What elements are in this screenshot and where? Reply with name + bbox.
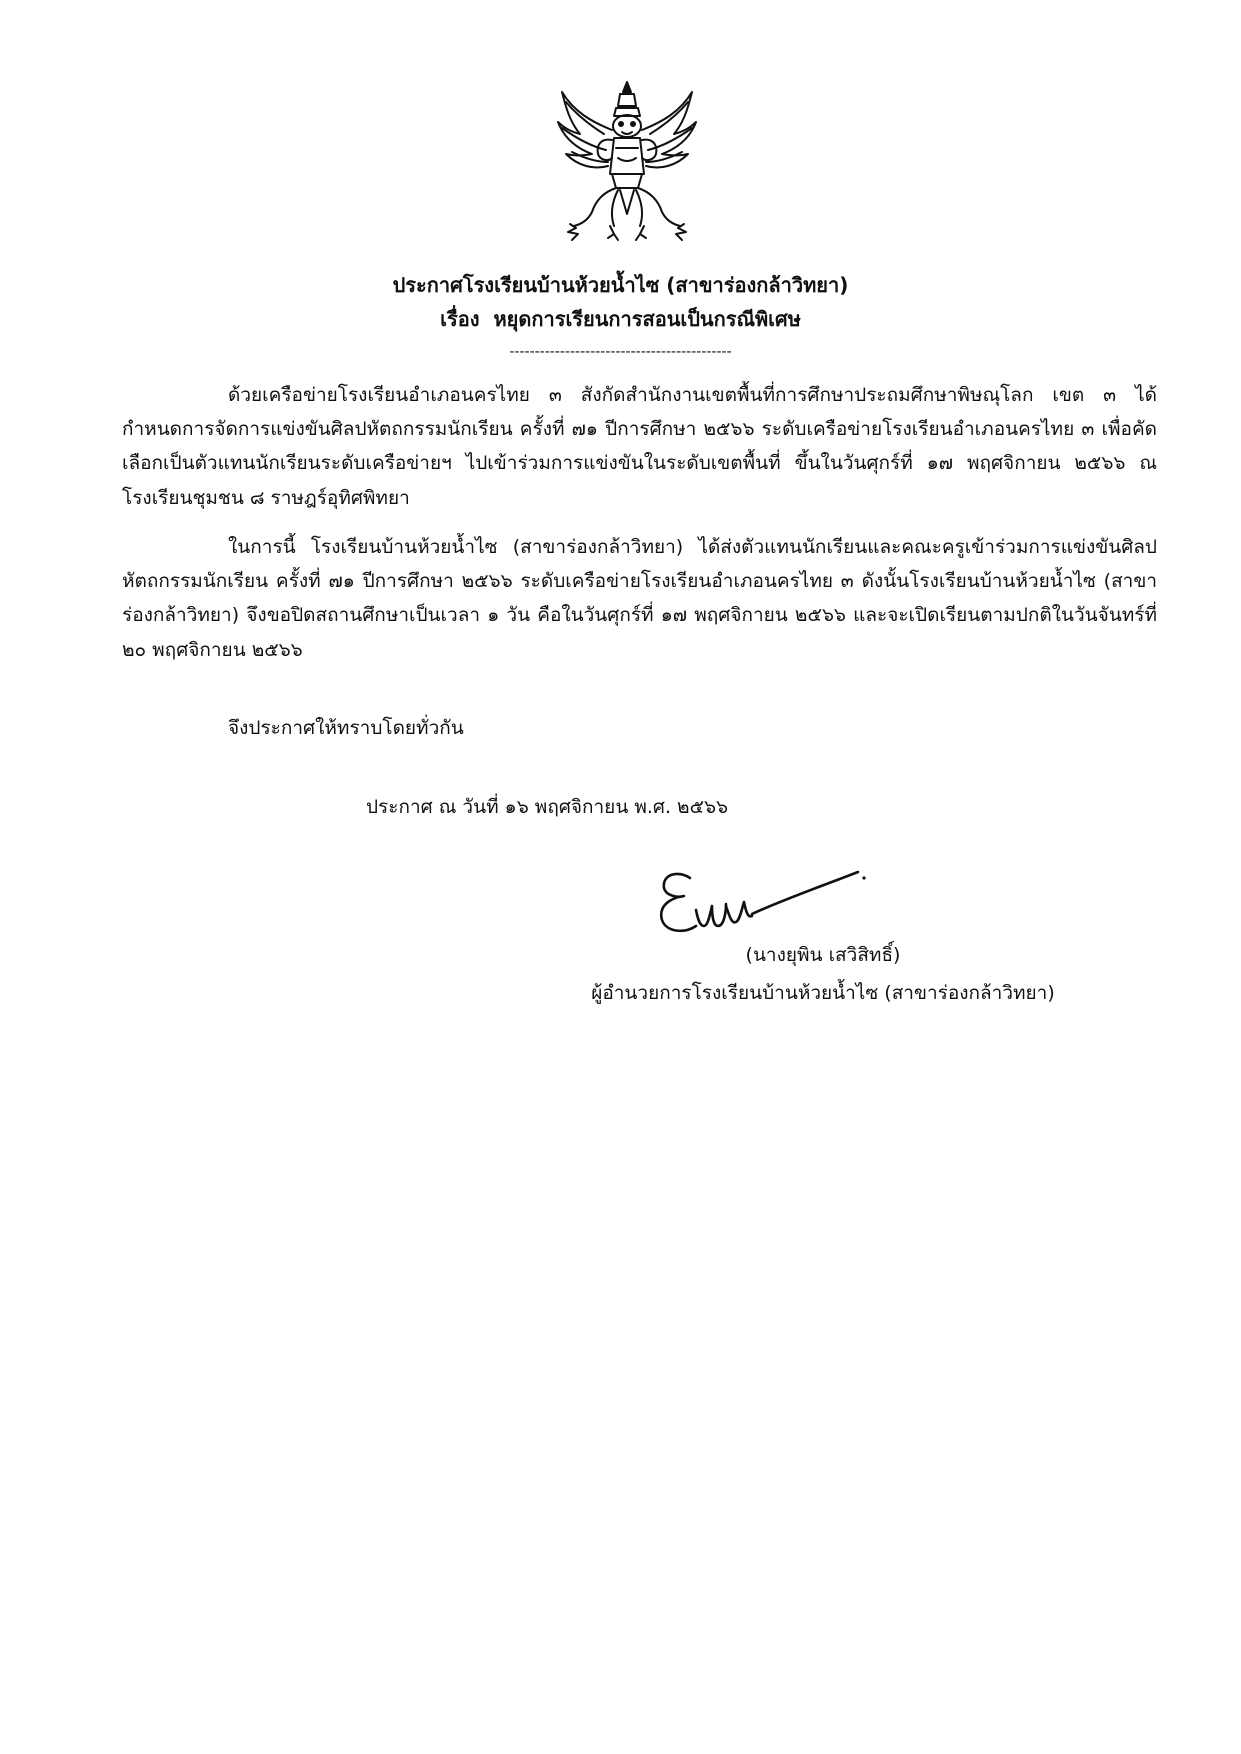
subject-text: หยุดการเรียนการสอนเป็นกรณีพิเศษ [493, 307, 801, 331]
signer-name: (นางยุพิน เสวิสิทธิ์) [745, 944, 901, 966]
announcement-title: ประกาศโรงเรียนบ้านห้วยน้ำไซ (สาขาร่องกล้าวิทยา) [392, 273, 849, 297]
announcement-subject [0, 304, 1241, 334]
garuda-emblem-icon [552, 78, 702, 246]
subject-label: เรื่อง [440, 307, 480, 331]
body-paragraph-1: ด้วยเครือข่ายโรงเรียนอำเภอนครไทย ๓ สังกัดสำนักงานเขตพื้นที่การศึกษาประถมศึกษาพิษณุโลก เขต ๓ ได้กำหนดการจัดการแข่งขันศิลปหัตถกรรมนักเรียน ครั้งที่ ๗๑ ปีการศึกษา ๒๕๖๖ ระดับเครือข่ายโรงเรียนอำเภอนครไทย ๓ เพื่อคัดเลือกเป็นตัวแทนนักเรียนระดับเครือข่ายฯ ไปเข้าร่วมการแข่งขันในระดับเขตพื้นที่ ขึ้นในวันศุกร์ที่ ๑๗ พฤศจิกายน ๒๕๖๖ ณ โรงเรียนชุมชน ๘ ราษฎร์อุทิศพิทยา [122, 384, 1157, 509]
title-separator: -------------------------------------------- [509, 344, 732, 360]
handwritten-signature [652, 848, 872, 944]
body-paragraph-2: ในการนี้ โรงเรียนบ้านห้วยน้ำไซ (สาขาร่องกล้าวิทยา) ได้ส่งตัวแทนนักเรียนและคณะครูเข้าร่วมการแข่งขันศิลปหัตถกรรมนักเรียน ครั้งที่ ๗๑ ปีการศึกษา ๒๕๖๖ ระดับเครือข่ายโรงเรียนอำเภอนครไทย ๓ ดังนั้นโรงเรียนบ้านห้วยน้ำไซ (สาขาร่องกล้าวิทยา) จึงขอปิดสถานศึกษาเป็นเวลา ๑ วัน คือในวันศุกร์ที่ ๑๗ พฤศจิกายน ๒๕๖๖ และจะเปิดเรียนตามปกติในวันจันทร์ที่ ๒๐ พฤศจิกายน ๒๕๖๖ [122, 536, 1157, 661]
announcement-dateline: ประกาศ ณ วันที่ ๑๖ พฤศจิกายน พ.ศ. ๒๕๖๖ [366, 796, 729, 818]
signer-title: ผู้อำนวยการโรงเรียนบ้านห้วยน้ำไซ (สาขาร่องกล้าวิทยา) [591, 982, 1055, 1004]
closing-statement: จึงประกาศให้ทราบโดยทั่วกัน [228, 717, 464, 739]
